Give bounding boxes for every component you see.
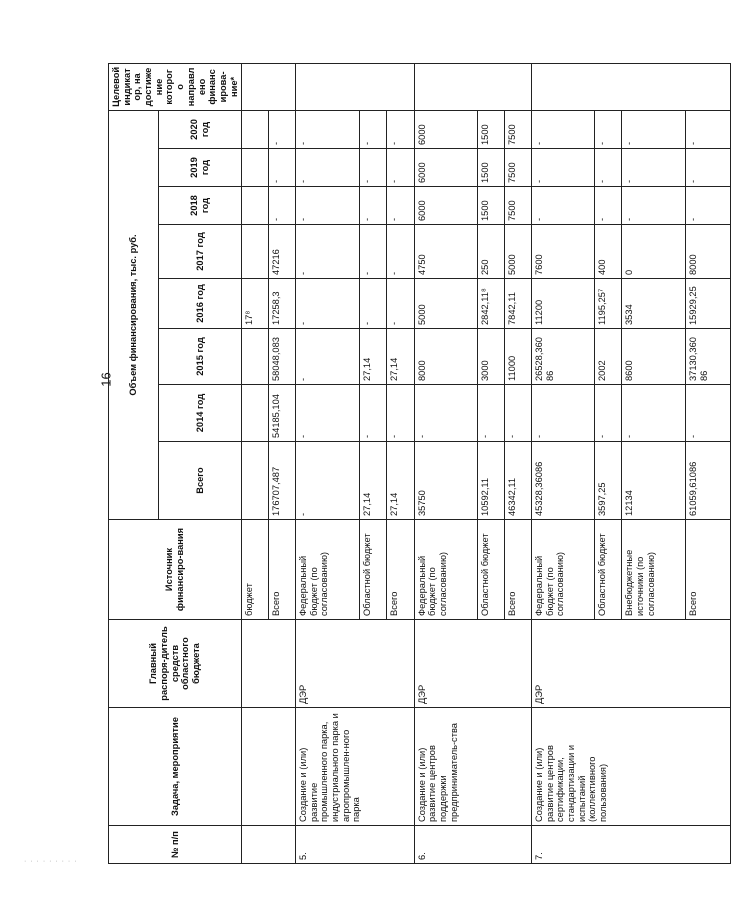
funding-table	[108, 63, 731, 864]
continued-manager	[242, 620, 296, 708]
cell-2014: -	[685, 385, 730, 442]
cell-2014: -	[531, 385, 595, 442]
header-target: Целевой индикатор, на достижение которого направлено финансирова-ние*	[109, 63, 242, 110]
cell-2019: -	[296, 149, 360, 187]
cell-2014: -	[414, 385, 478, 442]
cell-2016: 2842,11⁸	[478, 279, 505, 329]
cell-2015: 8000	[414, 329, 478, 385]
cell-2019: -	[360, 149, 387, 187]
header-year-2014: 2014 год	[158, 385, 242, 442]
table-row	[242, 63, 269, 863]
cell-2015: 2002	[595, 329, 622, 385]
cell-2014: -	[296, 385, 360, 442]
cell-task: Создание и (или) развитие промышленного парка, индустриального парка и агропромышлен-ного парка	[296, 708, 415, 826]
cell-2016: -	[360, 279, 387, 329]
header-num: № п/п	[109, 826, 242, 864]
cell-total: 176707,487	[269, 442, 296, 520]
cell-2017: 4750	[414, 225, 478, 279]
cell-2017: 47216	[269, 225, 296, 279]
cell-2017: 0	[622, 225, 686, 279]
header-year-2016: 2016 год	[158, 279, 242, 329]
cell-2020: -	[269, 110, 296, 148]
cell-2020: 1500	[478, 110, 505, 148]
cell-2017: -	[387, 225, 414, 279]
cell-2020: -	[685, 110, 730, 148]
cell-2018: -	[360, 187, 387, 225]
cell-source: Областной бюджет	[360, 520, 387, 620]
header-year-2020: 2020 год	[158, 110, 242, 148]
cell-source: Всего	[504, 520, 531, 620]
cell-2016: 15929,25	[685, 279, 730, 329]
cell-2015: -	[296, 329, 360, 385]
cell-total: 27,14	[387, 442, 414, 520]
table-row	[414, 63, 478, 863]
cell-total: 46342,11	[504, 442, 531, 520]
cell-2017: 5000	[504, 225, 531, 279]
cell-2020: 7500	[504, 110, 531, 148]
cell-2020: 6000	[414, 110, 478, 148]
cell-2020: -	[595, 110, 622, 148]
cell-target	[296, 63, 415, 110]
cell-2018: -	[622, 187, 686, 225]
cell-2015: 3000	[478, 329, 505, 385]
cell-2020	[242, 110, 269, 148]
header-total: Всего	[158, 442, 242, 520]
cell-2020: -	[387, 110, 414, 148]
cell-2014: -	[478, 385, 505, 442]
cell-2017: 400	[595, 225, 622, 279]
cell-2014: -	[504, 385, 531, 442]
cell-2014: -	[622, 385, 686, 442]
cell-2015: 37130,36086	[685, 329, 730, 385]
header-funding-group: Объем финансирования, тыс. руб.	[109, 110, 159, 519]
cell-2017: -	[296, 225, 360, 279]
cell-num: 6.	[414, 826, 531, 864]
cell-total: 45328,36086	[531, 442, 595, 520]
cell-source: Всего	[685, 520, 730, 620]
cell-manager: ДЭР	[296, 620, 415, 708]
cell-num: 5.	[296, 826, 415, 864]
cell-2015: 8600	[622, 329, 686, 385]
cell-2017: 250	[478, 225, 505, 279]
cell-2018: -	[531, 187, 595, 225]
cell-2018: -	[685, 187, 730, 225]
cell-2017: -	[360, 225, 387, 279]
cell-2018: -	[595, 187, 622, 225]
cell-source: Внебюджетные источники (по согласованию)	[622, 520, 686, 620]
cell-2018: -	[296, 187, 360, 225]
cell-source: Федеральный бюджет (по согласованию)	[414, 520, 478, 620]
cell-target	[242, 63, 296, 110]
cell-2018: 7500	[504, 187, 531, 225]
cell-2018	[242, 187, 269, 225]
cell-total: 12134	[622, 442, 686, 520]
cell-total: 27,14	[360, 442, 387, 520]
cell-source: бюджет	[242, 520, 269, 620]
cell-source: Областной бюджет	[595, 520, 622, 620]
cell-task: Создание и (или) развитие центров сертификации, стандартизации и испытаний (коллективного пользования)	[531, 708, 730, 826]
cell-2018: 1500	[478, 187, 505, 225]
cell-source: Всего	[387, 520, 414, 620]
cell-2016: 3534	[622, 279, 686, 329]
header-year-2015: 2015 год	[158, 329, 242, 385]
cell-source: Федеральный бюджет (по согласованию)	[531, 520, 595, 620]
cell-2014: -	[360, 385, 387, 442]
cell-2015: 27,14	[360, 329, 387, 385]
cell-2018: -	[269, 187, 296, 225]
cell-source: Областной бюджет	[478, 520, 505, 620]
cell-total: 61059,61086	[685, 442, 730, 520]
cell-total: 3597,25	[595, 442, 622, 520]
cell-2019	[242, 149, 269, 187]
rotated-table-container	[108, 64, 709, 864]
header-task: Задача, мероприятие	[109, 708, 242, 826]
cell-2016: 7842,11	[504, 279, 531, 329]
header-row-1	[109, 63, 159, 863]
cell-2015: 27,14	[387, 329, 414, 385]
page-number: 16	[98, 372, 114, 387]
table-row	[296, 63, 360, 863]
cell-manager: ДЭР	[414, 620, 531, 708]
cell-num: 7.	[531, 826, 730, 864]
cell-source: Всего	[269, 520, 296, 620]
cell-2015	[242, 329, 269, 385]
cell-total: 35750	[414, 442, 478, 520]
header-year-2018: 2018 год	[158, 187, 242, 225]
cell-2019: -	[531, 149, 595, 187]
cell-2016: -	[387, 279, 414, 329]
cell-2019: 7500	[504, 149, 531, 187]
cell-2017	[242, 225, 269, 279]
scan-artifact: · · · · · · · · ·	[24, 858, 78, 865]
cell-2020: -	[360, 110, 387, 148]
cell-2015: 11000	[504, 329, 531, 385]
table-row	[531, 63, 595, 863]
cell-2014: -	[595, 385, 622, 442]
cell-task: Создание и (или) развитие центров поддержки предприниматель-ства	[414, 708, 531, 826]
cell-2016: -	[296, 279, 360, 329]
header-source: Источник финансиро-вания	[109, 520, 242, 620]
cell-2015: 58048,083	[269, 329, 296, 385]
cell-2018: 6000	[414, 187, 478, 225]
cell-2020: -	[296, 110, 360, 148]
cell-2019: -	[269, 149, 296, 187]
cell-2014: -	[387, 385, 414, 442]
cell-2019: -	[685, 149, 730, 187]
cell-2016: 5000	[414, 279, 478, 329]
cell-2019: -	[595, 149, 622, 187]
cell-2016: 17258,3	[269, 279, 296, 329]
header-year-2019: 2019 год	[158, 149, 242, 187]
cell-2016: 11200	[531, 279, 595, 329]
cell-2020: -	[622, 110, 686, 148]
cell-target	[414, 63, 531, 110]
cell-2014	[242, 385, 269, 442]
cell-2017: 7600	[531, 225, 595, 279]
cell-total: -	[296, 442, 360, 520]
cell-2014: 54185,104	[269, 385, 296, 442]
cell-2018: -	[387, 187, 414, 225]
cell-source: Федеральный бюджет (по согласованию)	[296, 520, 360, 620]
cell-2019: 6000	[414, 149, 478, 187]
continued-num	[242, 826, 296, 864]
continued-task	[242, 708, 296, 826]
cell-2020: -	[531, 110, 595, 148]
cell-target	[531, 63, 730, 110]
cell-2015: 26528,36086	[531, 329, 595, 385]
cell-2016: 17⁸	[242, 279, 269, 329]
cell-2017: 8000	[685, 225, 730, 279]
cell-total	[242, 442, 269, 520]
cell-2019: -	[622, 149, 686, 187]
header-manager: Главный распоря-дитель средств областного бюджета	[109, 620, 242, 708]
header-year-2017: 2017 год	[158, 225, 242, 279]
cell-2019: -	[387, 149, 414, 187]
cell-total: 10592,11	[478, 442, 505, 520]
cell-manager: ДЭР	[531, 620, 730, 708]
cell-2019: 1500	[478, 149, 505, 187]
cell-2016: 1195,25⁷	[595, 279, 622, 329]
